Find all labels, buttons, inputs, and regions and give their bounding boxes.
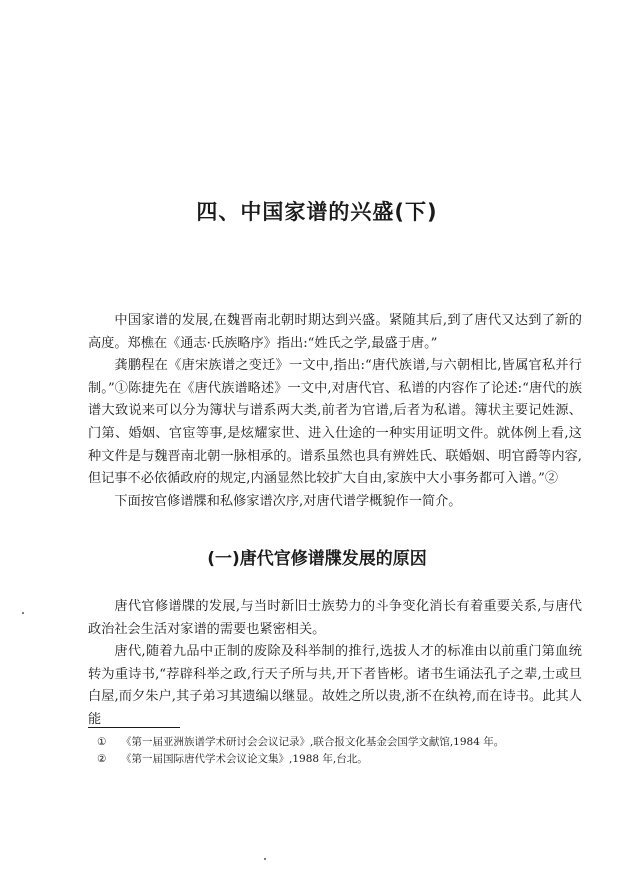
paragraph: 龚鹏程在《唐宋族谱之变迁》一文中,指出:“唐代族谱,与六朝相比,皆属官私并行制。”①陈捷先在《唐代族谱略述》一文中,对唐代官、私谱的内容作了论述:“唐代的族谱大致说来可以分为簿状与谱系两大类,前者为官谱,后者为私谱。簿状主要记姓源、门第、婚姻、官宦等事,是炫耀家世、进入仕途的一种实用证明文件。就体例上看,这种文件是与魏晋南北朝一脉相承的。谱系虽然也具有辨姓氏、联婚姻、明官爵等内容,但记事不必依循政府的规定,内涵显然比较扩大自由,家族中大小事务都可入谱。”② <box>88 358 582 487</box>
footnote-item <box>97 734 577 751</box>
intro-text-block <box>88 310 582 513</box>
section-title: (一)唐代官修谱牒发展的原因 <box>207 549 427 569</box>
chapter-title: 四、中国家谱的兴盛(下) <box>196 200 438 224</box>
paragraph: 唐代,随着九品中正制的废除及科举制的推行,选拔人才的标准由以前重门第血统转为重诗书,“荐辟科举之政,行天子所与共,开下者皆彬。诸书生诵法孔子之辈,士或旦白屋,而夕朱户,其子弟习其遗编以继显。故姓之所以贵,浙不在纨袴,而在诗书。此其人能 <box>88 644 582 727</box>
scan-speck <box>22 612 24 614</box>
footnote-item <box>97 751 577 768</box>
footnote-text: 《第一届国际唐代学术会议论文集》,1988 年,台北。 <box>121 753 368 765</box>
scan-speck <box>264 858 266 860</box>
footnotes <box>97 734 577 768</box>
footnote-marker: ① <box>97 736 107 748</box>
footnote-text: 《第一届亚洲族谱学术研讨会会议记录》,联合报文化基金会国学文献馆,1984 年。 <box>121 736 505 748</box>
paragraph: 唐代官修谱牒的发展,与当时新旧士族势力的斗争变化消长有着重要关系,与唐代政治社会生活对家谱的需要也紧密相关。 <box>88 599 582 637</box>
footnote-divider <box>88 727 180 728</box>
paragraph: 中国家谱的发展,在魏晋南北朝时期达到兴盛。紧随其后,到了唐代又达到了新的高度。郑樵在《通志·氏族略序》指出:“姓氏之学,最盛于唐。” <box>88 313 582 351</box>
section-text-block <box>88 596 582 732</box>
footnote-marker: ② <box>97 753 107 765</box>
paragraph: 下面按官修谱牒和私修家谱次序,对唐代谱学概貌作一简介。 <box>114 493 462 509</box>
